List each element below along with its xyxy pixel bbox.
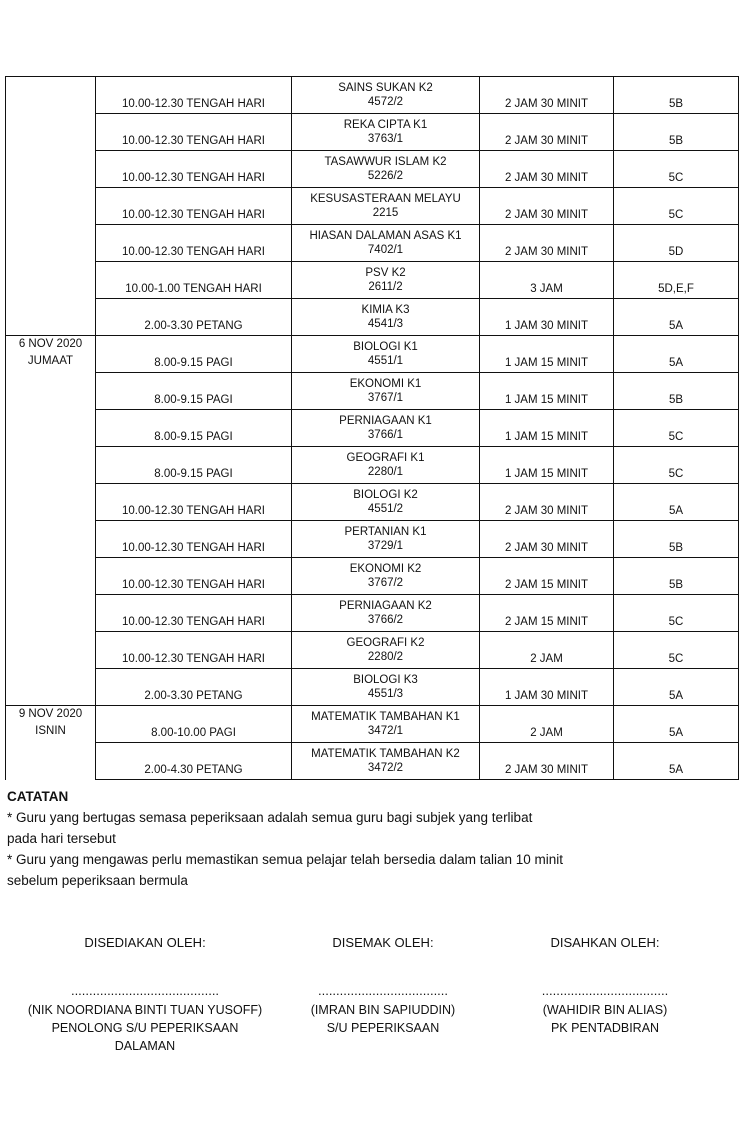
subject-code: 4541/3 [367, 318, 404, 330]
signature-line: ......................................... [70, 983, 220, 998]
exam-duration: 1 JAM 15 MINIT [480, 410, 614, 447]
exam-duration: 1 JAM 15 MINIT [480, 447, 614, 484]
subject-code: 5226/2 [367, 170, 404, 182]
signature-approved-by [480, 935, 730, 1037]
exam-duration: 2 JAM 15 MINIT [480, 595, 614, 632]
exam-time: 10.00-12.30 TENGAH HARI [96, 114, 292, 151]
subject-cell [292, 484, 480, 521]
subject-name: EKONOMI K2 [349, 563, 422, 575]
subject-name: BIOLOGI K2 [353, 489, 418, 501]
exam-class: 5B [614, 77, 739, 114]
subject-code: 7402/1 [367, 244, 404, 256]
exam-class: 5A [614, 743, 739, 780]
subject-cell [292, 77, 480, 114]
subject-name: GEOGRAFI K1 [346, 452, 425, 464]
table-row [6, 669, 739, 706]
exam-duration: 2 JAM [480, 706, 614, 743]
subject-name: BIOLOGI K1 [353, 341, 418, 353]
subject-cell [292, 114, 480, 151]
table-row [6, 373, 739, 410]
table-row [6, 336, 739, 373]
exam-duration: 2 JAM 30 MINIT [480, 151, 614, 188]
day-cell [6, 77, 96, 336]
subject-name: PERTANIAN K1 [344, 526, 427, 538]
exam-duration: 2 JAM 15 MINIT [480, 558, 614, 595]
exam-class: 5C [614, 447, 739, 484]
subject-cell [292, 299, 480, 336]
signature-role: DISEMAK OLEH: [332, 935, 434, 950]
exam-duration: 1 JAM 30 MINIT [480, 299, 614, 336]
exam-duration: 1 JAM 30 MINIT [480, 669, 614, 706]
subject-code: 4551/2 [367, 503, 404, 515]
subject-code: 3472/1 [367, 725, 404, 737]
note-line: * Guru yang bertugas semasa peperiksaan adalah semua guru bagi subjek yang terlibat [7, 810, 533, 825]
subject-code: 4551/3 [367, 688, 404, 700]
exam-duration: 2 JAM 30 MINIT [480, 484, 614, 521]
table-row [6, 410, 739, 447]
subject-name: SAINS SUKAN K2 [338, 82, 433, 94]
signature-name: (IMRAN BIN SAPIUDDIN) [310, 1003, 456, 1017]
subject-name: PERNIAGAAN K1 [339, 415, 432, 427]
subject-cell [292, 669, 480, 706]
exam-class: 5D,E,F [614, 262, 739, 299]
exam-duration: 2 JAM 30 MINIT [480, 225, 614, 262]
signature-prepared-by [20, 935, 270, 1055]
table-row [6, 299, 739, 336]
exam-time: 10.00-12.30 TENGAH HARI [96, 521, 292, 558]
schedule-body [6, 77, 739, 780]
exam-duration: 2 JAM 30 MINIT [480, 521, 614, 558]
exam-time: 10.00-12.30 TENGAH HARI [96, 632, 292, 669]
exam-class: 5C [614, 188, 739, 225]
signature-title: PENOLONG S/U PEPERIKSAAN DALAMAN [51, 1021, 239, 1053]
subject-name: KIMIA K3 [361, 304, 410, 316]
exam-class: 5C [614, 595, 739, 632]
signature-title: PK PENTADBIRAN [550, 1021, 660, 1035]
subject-code: 3729/1 [367, 540, 404, 552]
exam-date: 6 NOV 2020 [18, 338, 83, 350]
table-row [6, 77, 739, 114]
subject-name: TASAWWUR ISLAM K2 [324, 156, 447, 168]
subject-cell [292, 410, 480, 447]
exam-time: 10.00-12.30 TENGAH HARI [96, 595, 292, 632]
subject-cell [292, 373, 480, 410]
signature-name: (NIK NOORDIANA BINTI TUAN YUSOFF) [27, 1003, 263, 1017]
subject-name: REKA CIPTA K1 [343, 119, 428, 131]
notes-heading: CATATAN [7, 789, 69, 804]
subject-code: 3766/2 [367, 614, 404, 626]
exam-class: 5A [614, 484, 739, 521]
subject-cell [292, 595, 480, 632]
exam-weekday: JUMAAT [27, 355, 74, 367]
table-row [6, 706, 739, 743]
exam-class: 5A [614, 336, 739, 373]
signature-checked-by [258, 935, 508, 1037]
table-row [6, 743, 739, 780]
subject-name: GEOGRAFI K2 [346, 637, 425, 649]
subject-code: 3472/2 [367, 762, 404, 774]
note-line: sebelum peperiksaan bermula [7, 873, 188, 888]
signature-line: .................................... [317, 983, 449, 998]
subject-cell [292, 521, 480, 558]
subject-name: KESUSASTERAAN MELAYU [310, 193, 461, 205]
exam-duration: 2 JAM [480, 632, 614, 669]
subject-name: PSV K2 [365, 267, 406, 279]
subject-cell [292, 632, 480, 669]
subject-code: 2215 [372, 207, 399, 219]
table-row [6, 151, 739, 188]
day-cell [6, 336, 96, 706]
subject-cell [292, 262, 480, 299]
exam-class: 5C [614, 151, 739, 188]
exam-class: 5C [614, 632, 739, 669]
subject-name: HIASAN DALAMAN ASAS K1 [309, 230, 462, 242]
table-row [6, 188, 739, 225]
subject-code: 3767/1 [367, 392, 404, 404]
exam-time: 10.00-12.30 TENGAH HARI [96, 558, 292, 595]
exam-time: 8.00-9.15 PAGI [96, 336, 292, 373]
exam-weekday: ISNIN [35, 725, 66, 737]
table-row [6, 114, 739, 151]
subject-name: BIOLOGI K3 [353, 674, 418, 686]
exam-time: 10.00-12.30 TENGAH HARI [96, 151, 292, 188]
exam-class: 5A [614, 669, 739, 706]
exam-class: 5C [614, 410, 739, 447]
exam-duration: 2 JAM 30 MINIT [480, 743, 614, 780]
exam-class: 5D [614, 225, 739, 262]
subject-name: MATEMATIK TAMBAHAN K2 [311, 748, 460, 760]
exam-class: 5B [614, 114, 739, 151]
subject-cell [292, 706, 480, 743]
exam-time: 8.00-9.15 PAGI [96, 410, 292, 447]
exam-duration: 2 JAM 30 MINIT [480, 77, 614, 114]
exam-class: 5B [614, 373, 739, 410]
subject-code: 3763/1 [367, 133, 404, 145]
day-cell [6, 706, 96, 780]
subject-code: 4572/2 [367, 96, 404, 108]
exam-class: 5A [614, 299, 739, 336]
note-line: * Guru yang mengawas perlu memastikan semua pelajar telah bersedia dalam talian 10 minit [7, 852, 564, 867]
exam-time: 10.00-12.30 TENGAH HARI [96, 77, 292, 114]
exam-class: 5B [614, 521, 739, 558]
exam-duration: 1 JAM 15 MINIT [480, 373, 614, 410]
signature-role: DISEDIAKAN OLEH: [84, 935, 206, 950]
exam-duration: 2 JAM 30 MINIT [480, 114, 614, 151]
subject-cell [292, 336, 480, 373]
exam-duration: 2 JAM 30 MINIT [480, 188, 614, 225]
subject-name: EKONOMI K1 [349, 378, 422, 390]
exam-class: 5A [614, 706, 739, 743]
subject-code: 4551/1 [367, 355, 404, 367]
subject-cell [292, 188, 480, 225]
exam-time: 10.00-1.00 TENGAH HARI [96, 262, 292, 299]
signature-name: (WAHIDIR BIN ALIAS) [542, 1003, 668, 1017]
table-row [6, 632, 739, 669]
exam-time: 10.00-12.30 TENGAH HARI [96, 225, 292, 262]
subject-cell [292, 743, 480, 780]
table-row [6, 484, 739, 521]
subject-cell [292, 558, 480, 595]
subject-cell [292, 447, 480, 484]
note-item [7, 849, 707, 891]
signature-title: S/U PEPERIKSAAN [326, 1021, 440, 1035]
subject-name: MATEMATIK TAMBAHAN K1 [311, 711, 460, 723]
note-item [7, 807, 707, 849]
exam-duration: 1 JAM 15 MINIT [480, 336, 614, 373]
table-row [6, 225, 739, 262]
table-row [6, 262, 739, 299]
note-line: pada hari tersebut [7, 831, 116, 846]
table-row [6, 447, 739, 484]
subject-cell [292, 151, 480, 188]
subject-code: 2611/2 [368, 281, 403, 293]
exam-time: 8.00-9.15 PAGI [96, 447, 292, 484]
subject-code: 2280/2 [367, 651, 404, 663]
signature-role: DISAHKAN OLEH: [550, 935, 660, 950]
exam-time: 8.00-10.00 PAGI [96, 706, 292, 743]
exam-time: 2.00-3.30 PETANG [96, 669, 292, 706]
exam-time: 10.00-12.30 TENGAH HARI [96, 484, 292, 521]
exam-time: 2.00-4.30 PETANG [96, 743, 292, 780]
subject-code: 3766/1 [367, 429, 404, 441]
exam-date: 9 NOV 2020 [18, 708, 83, 720]
table-row [6, 521, 739, 558]
table-row [6, 558, 739, 595]
subject-name: PERNIAGAAN K2 [339, 600, 432, 612]
exam-duration: 3 JAM [480, 262, 614, 299]
exam-time: 10.00-12.30 TENGAH HARI [96, 188, 292, 225]
notes-section [7, 786, 707, 891]
table-row [6, 595, 739, 632]
exam-time: 2.00-3.30 PETANG [96, 299, 292, 336]
subject-cell [292, 225, 480, 262]
exam-time: 8.00-9.15 PAGI [96, 373, 292, 410]
subject-code: 2280/1 [367, 466, 404, 478]
subject-code: 3767/2 [367, 577, 404, 589]
signature-line: ................................... [541, 983, 669, 998]
exam-schedule-table [5, 76, 739, 780]
exam-class: 5B [614, 558, 739, 595]
